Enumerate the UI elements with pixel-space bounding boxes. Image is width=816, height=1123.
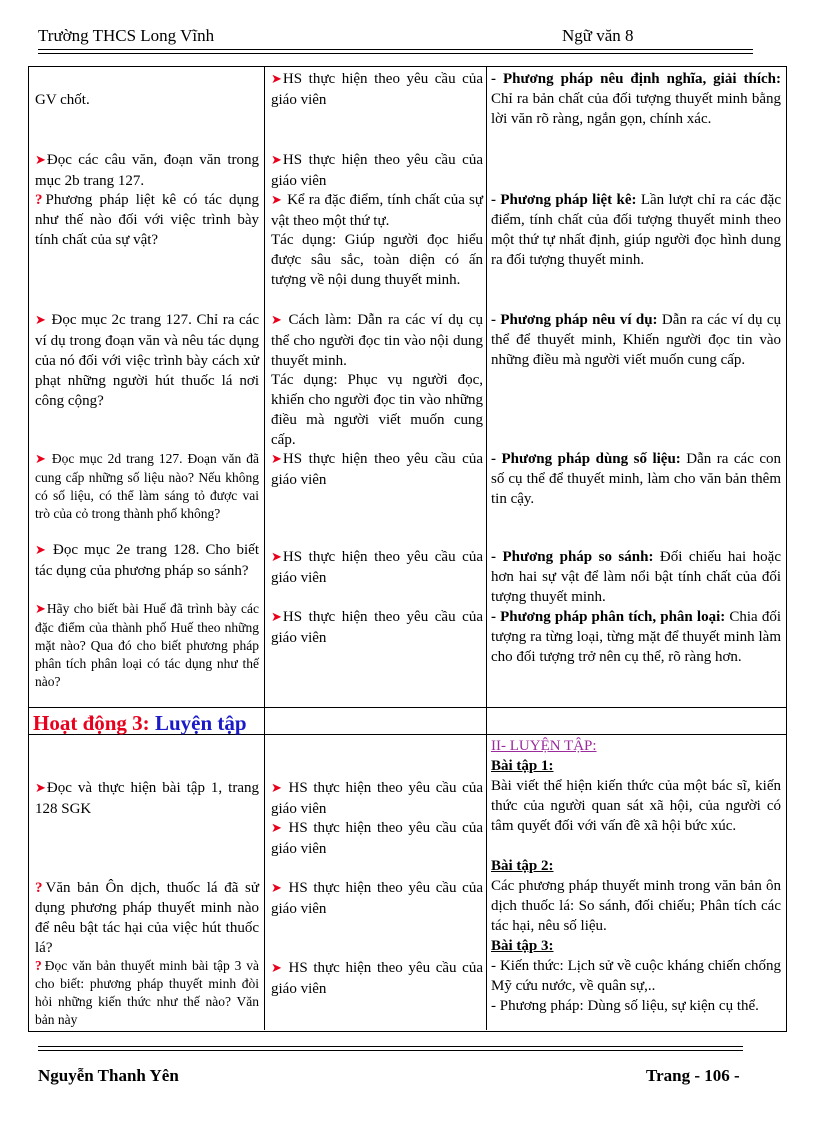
row3-teacher <box>35 310 259 411</box>
row1-teacher: GV chốt. <box>35 92 90 108</box>
practice-teacher-b <box>35 878 259 958</box>
footer-rule-2 <box>38 1050 743 1051</box>
header-rule-2 <box>38 53 753 54</box>
practice-student-a <box>271 778 483 819</box>
exercise1-title-text: Bài tập 1: <box>491 758 554 774</box>
practice-student-b-text: HS thực hiện theo yêu cầu của giáo viên <box>271 820 483 857</box>
arrow-icon: ➤ <box>35 452 46 467</box>
practice-student-c-text: HS thực hiện theo yêu cầu của giáo viên <box>271 880 483 917</box>
practice-teacher-a-text: Đọc và thực hiện bài tập 1, trang 128 SGK <box>35 780 259 817</box>
row5-content-a <box>491 547 781 607</box>
row3-teacher-text: Đọc mục 2c trang 127. Chỉ ra các ví dụ trong đoạn văn và nêu tác dụng của nó đối với việc trình bày cách xử phạt những người hút thuốc lá nơi công cộng? <box>35 312 259 409</box>
practice-heading-text: II- LUYỆN TẬP: <box>491 738 597 754</box>
row2-teacher-b-text: Phương pháp liệt kê có tác dụng như thế nào đối với việc trình bày tính chất của sự vật? <box>35 192 259 248</box>
row4-method-text: Dẫn ra các con số cụ thể để thuyết minh, làm cho văn bản thêm tin cậy. <box>491 451 782 507</box>
arrow-icon: ➤ <box>271 153 282 168</box>
row5-student-a <box>271 547 483 588</box>
row4-teacher <box>35 450 259 523</box>
practice-teacher-c <box>35 957 259 1029</box>
practice-teacher-b-text: Văn bản Ôn dịch, thuốc lá đã sử dụng phương pháp thuyết minh nào để nêu bật tác hại của việc hút thuốc lá? <box>35 880 259 956</box>
arrow-icon: ➤ <box>35 153 46 168</box>
row2-student-b <box>271 190 483 231</box>
arrow-icon: ➤ <box>271 313 282 328</box>
section-label: Hoạt động 3: <box>33 711 150 735</box>
row3-student-a-text: Cách làm: Dẫn ra các ví dụ cụ thể cho người đọc tin vào nội dung thuyết minh. <box>271 312 483 369</box>
arrow-icon: ➤ <box>35 602 46 617</box>
col-divider-1 <box>264 67 265 1030</box>
row5-teacher-a <box>35 540 259 581</box>
arrow-icon: ➤ <box>271 961 282 976</box>
practice-student-b <box>271 818 483 859</box>
footer-author: Nguyễn Thanh Yên <box>38 1066 179 1085</box>
row4-student <box>271 449 483 490</box>
practice-teacher-a <box>35 778 259 819</box>
row1-student-text: HS thực hiện theo yêu cầu của giáo viên <box>271 71 483 108</box>
arrow-icon: ➤ <box>271 72 282 87</box>
exercise2-title <box>491 856 781 876</box>
exercise1-title <box>491 756 781 776</box>
arrow-icon: ➤ <box>271 821 282 836</box>
arrow-icon: ➤ <box>271 781 282 796</box>
row2-method-text: Lần lượt chỉ ra các đặc điểm, tính chất của đối tượng thuyết minh theo một thứ tự nhất định, giúp người đọc hình dung ra đối tượng thuyết minh. <box>491 192 781 268</box>
practice-student-d-text: HS thực hiện theo yêu cầu của giáo viên <box>271 960 483 997</box>
lesson-table <box>28 66 787 1032</box>
row5-teacher-b <box>35 600 259 691</box>
practice-student-d <box>271 958 483 999</box>
row3-content <box>491 310 781 370</box>
row5-teacher-a-text: Đọc mục 2e trang 128. Cho biết tác dụng của phương pháp so sánh? <box>35 542 259 579</box>
row5-teacher-b-text: Hãy cho biết bài Huế đã trình bày các đặc điểm của thành phố Huế theo những mặt nào? Qua đó cho biết phương pháp phân tích phân loại có tác dụng như thế nào? <box>35 601 259 689</box>
section-divider-top <box>29 707 786 708</box>
section-name: Luyện tập <box>149 711 247 735</box>
row4-content <box>491 449 781 509</box>
row2-student-a <box>271 150 483 191</box>
row4-student-text: HS thực hiện theo yêu cầu của giáo viên <box>271 451 483 488</box>
question-icon: ? <box>35 192 43 208</box>
row3-method-text: Dẫn ra các ví dụ cụ thể để thuyết minh, Khiến người đọc tin vào những điều mà người viết muốn cung cấp. <box>491 312 781 368</box>
arrow-icon: ➤ <box>271 881 282 896</box>
arrow-icon: ➤ <box>35 543 46 558</box>
header-rule-1 <box>38 49 753 50</box>
row4-teacher-text: Đọc mục 2d trang 127. Đoạn văn đã cung cấp những số liệu nào? Nếu không có số liệu, có thể làm sáng tỏ được vai trò của cỏ trong thành phố không? <box>35 451 259 521</box>
row5-method-b-text: Chia đối tượng ra từng loại, từng mặt để thuyết minh làm cho đối tượng trở nên cụ thể, rõ ràng hơn. <box>491 609 781 665</box>
exercise3-title-text: Bài tập 3: <box>491 938 554 954</box>
row5-student-b <box>271 607 483 648</box>
row2-method-title: - Phương pháp liệt kê: <box>491 192 637 208</box>
row5-method-a-text: Đối chiếu hai hoặc hơn hai sự vật để làm nổi bật tính chất của đối tượng thuyết minh. <box>491 549 781 605</box>
exercise1-text: Bài viết thể hiện kiến thức của một bác sĩ, kiến thức của người quan sát xã hội, của người có tâm quyết đối với vấn đề xã hội bức xúc. <box>491 778 781 834</box>
row1-content <box>491 69 781 129</box>
practice-heading <box>491 736 781 756</box>
row2-content <box>491 190 781 270</box>
arrow-icon: ➤ <box>35 313 46 328</box>
practice-student-c <box>271 878 483 919</box>
footer-page-number: Trang - 106 - <box>646 1066 740 1085</box>
question-icon: ? <box>35 958 42 973</box>
row3-student-a <box>271 310 483 371</box>
row5-method-b-title: - Phương pháp phân tích, phân loại: <box>491 609 726 625</box>
arrow-icon: ➤ <box>35 781 46 796</box>
arrow-icon: ➤ <box>271 452 282 467</box>
question-icon: ? <box>35 880 43 896</box>
exercise2-text: Các phương pháp thuyết minh trong văn bản ôn dịch thuốc lá: So sánh, đối chiếu; Phân tích các tác hại, nêu số liệu. <box>491 878 781 934</box>
practice-teacher-c-text: Đọc văn bản thuyết minh bài tập 3 và cho biết: phương pháp thuyết minh đòi hỏi những kiến thức như thế nào? Văn bản này <box>35 958 259 1027</box>
exercise3-text-2: - Phương pháp: Dùng số liệu, sự kiện cụ thể. <box>491 998 759 1014</box>
row5-content-b <box>491 607 781 667</box>
practice-student-a-text: HS thực hiện theo yêu cầu của giáo viên <box>271 780 483 817</box>
row5-method-a-title: - Phương pháp so sánh: <box>491 549 654 565</box>
arrow-icon: ➤ <box>271 193 282 208</box>
row5-student-a-text: HS thực hiện theo yêu cầu của giáo viên <box>271 549 483 586</box>
row1-method-title: - Phương pháp nêu định nghĩa, giải thích: <box>491 71 781 87</box>
header-school: Trường THCS Long Vĩnh <box>38 26 215 45</box>
row3-method-title: - Phương pháp nêu ví dụ: <box>491 312 658 328</box>
row2-teacher-b <box>35 190 259 250</box>
row4-method-title: - Phương pháp dùng số liệu: <box>491 451 681 467</box>
header-subject: Ngữ văn 8 <box>562 26 634 45</box>
col-divider-2 <box>486 67 487 1030</box>
exercise3-text-1: - Kiến thức: Lịch sử về cuộc kháng chiến chống Mỹ cứu nước, về quân sự,.. <box>491 958 781 994</box>
arrow-icon: ➤ <box>271 610 282 625</box>
row2-student-c: Tác dụng: Giúp người đọc hiểu được sâu sắc, toàn diện có ấn tượng về nội dung thuyết minh. <box>271 232 483 288</box>
row1-student <box>271 69 483 110</box>
row2-student-b-text: Kể ra đặc điểm, tính chất của sự vật theo một thứ tự. <box>271 192 483 229</box>
row2-student-a-text: HS thực hiện theo yêu cầu của giáo viên <box>271 152 483 189</box>
row3-student-b: Tác dụng: Phục vụ người đọc, khiến cho người đọc tin vào những điều mà người viết muốn cung cấp. <box>271 372 483 448</box>
row2-teacher-a <box>35 150 259 191</box>
row1-method-text: Chỉ ra bản chất của đối tượng thuyết minh bằng lời văn rõ ràng, ngắn gọn, chính xác. <box>491 91 781 127</box>
row2-teacher-a-text: Đọc các câu văn, đoạn văn trong mục 2b trang 127. <box>35 152 259 189</box>
row5-student-b-text: HS thực hiện theo yêu cầu của giáo viên <box>271 609 483 646</box>
exercise2-title-text: Bài tập 2: <box>491 858 554 874</box>
exercise3-title <box>491 936 781 956</box>
section-title <box>33 711 247 736</box>
arrow-icon: ➤ <box>271 550 282 565</box>
footer-rule-1 <box>38 1046 743 1047</box>
